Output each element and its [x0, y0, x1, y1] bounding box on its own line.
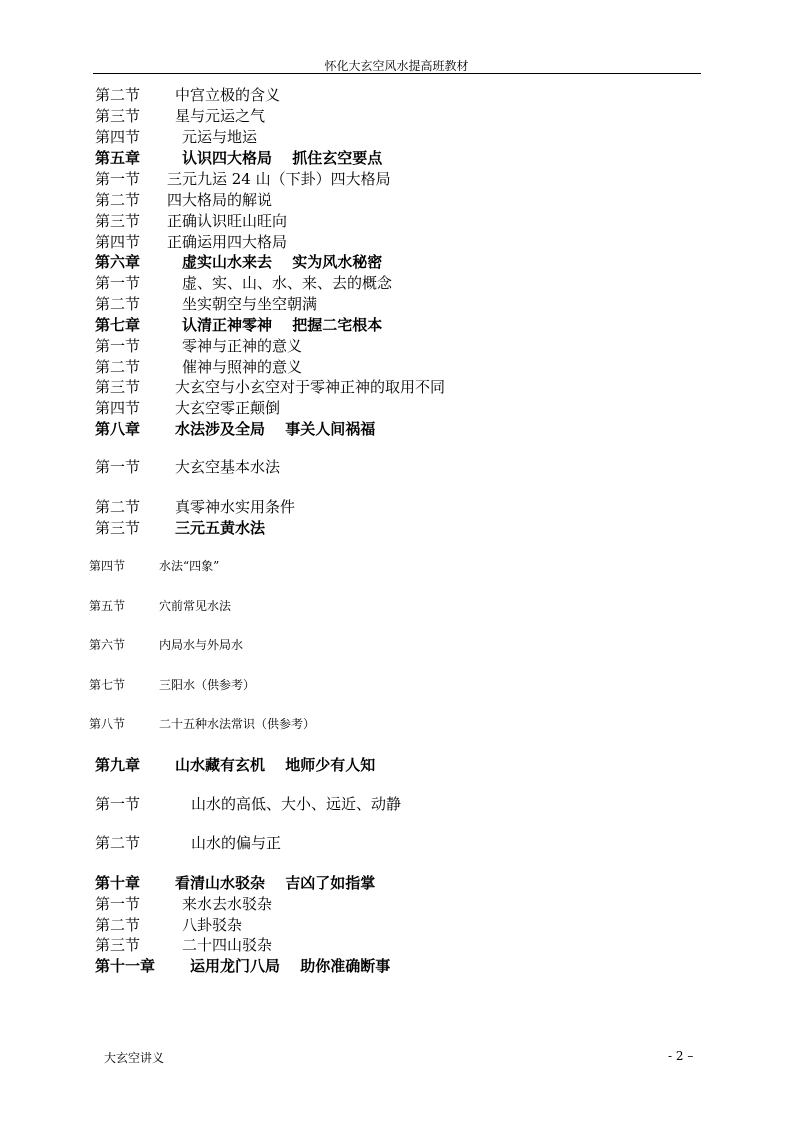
header-rule [93, 73, 701, 74]
page-number: - 2 – [668, 1049, 694, 1063]
footer-doc-title: 大玄空讲义 [104, 1051, 165, 1065]
page-header: 怀化大玄空风水提高班教材 [324, 59, 469, 73]
